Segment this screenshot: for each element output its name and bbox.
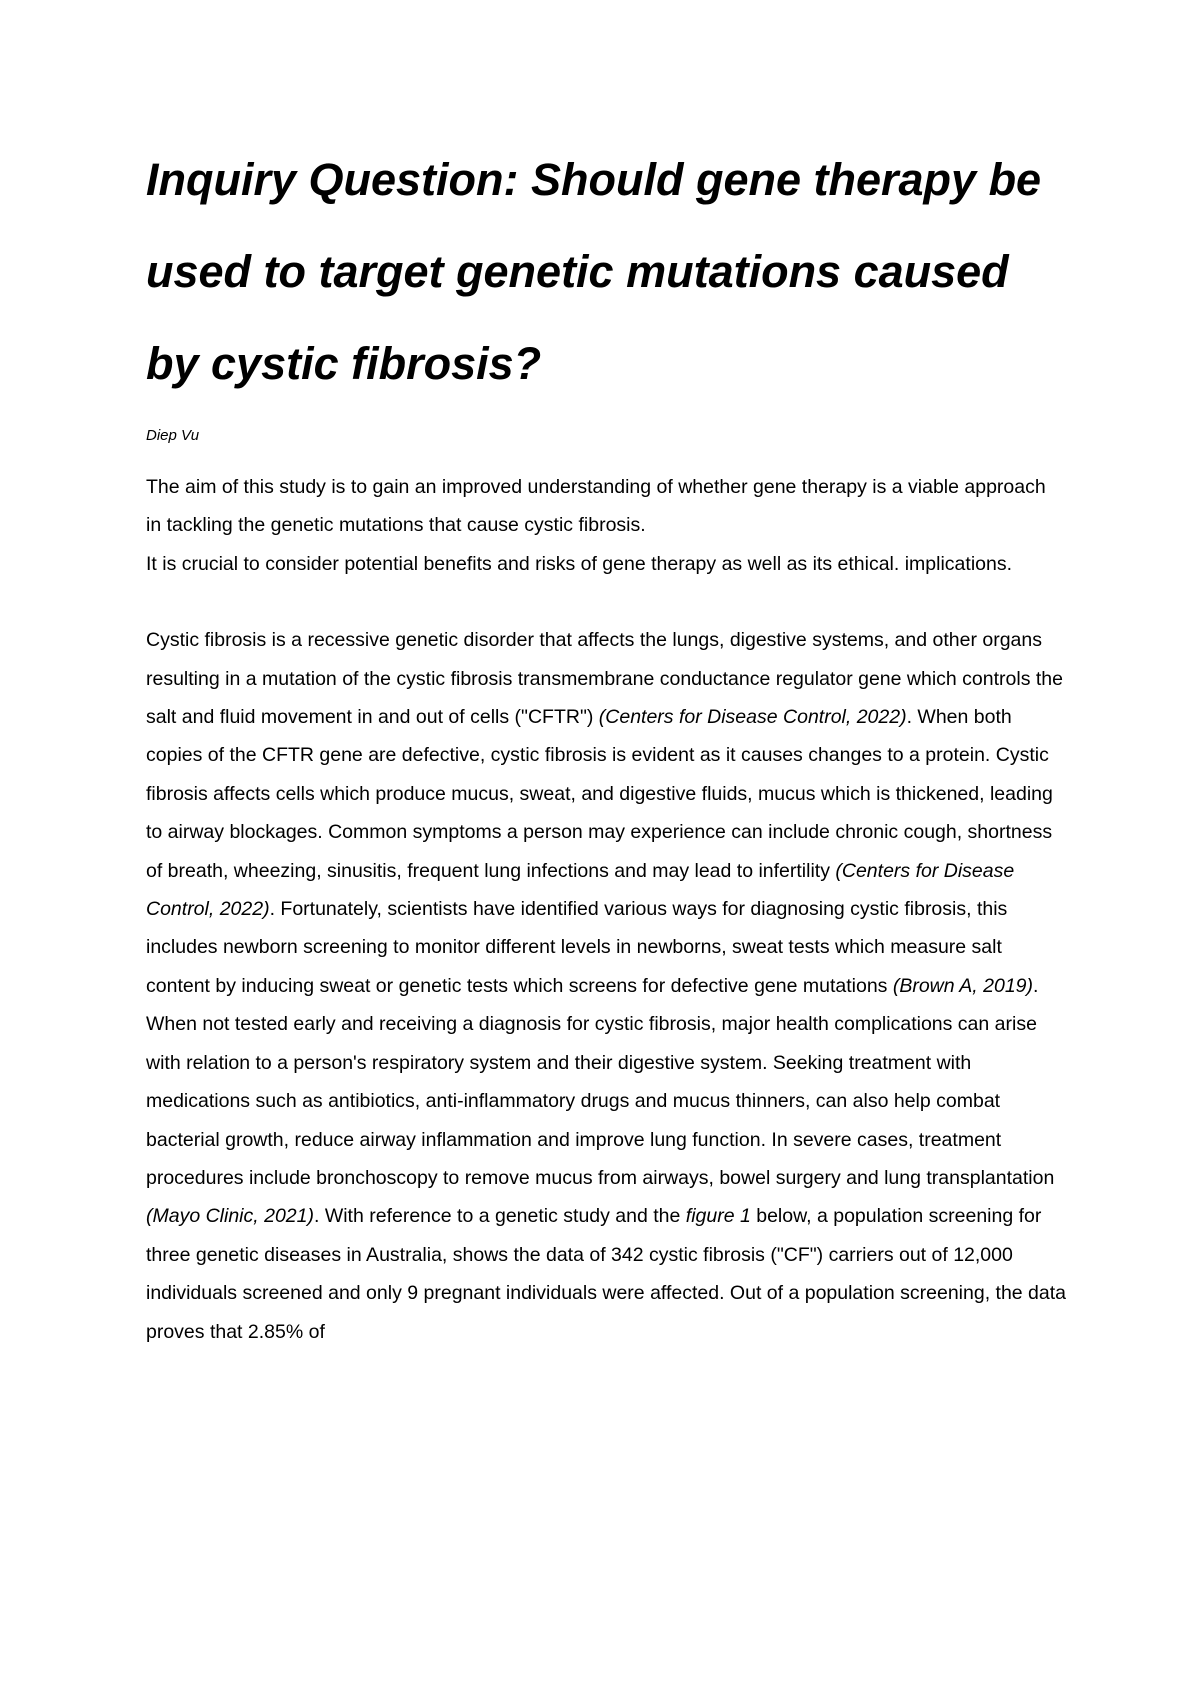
citation: (Centers for Disease Control, 2022): [598, 706, 907, 729]
body-text: . When not tested early and receiving a diagnosis for cystic fibrosis, major health complications can arise with relation to a person's respiratory system and their digestive system. Seeking treatment with medications such as antibiotics, anti-inflammatory drugs and mucus thinners, can also help combat bacterial growth, reduce airway inflammation and improve lung function. In severe cases, treatment procedures include bronchoscopy to remove mucus from airways, bowel surgery and lung transplantation: [146, 974, 1055, 1189]
citation: (Centers for Disease Control, 2022): [146, 859, 1015, 921]
body-text: . With reference to a genetic study and the: [313, 1205, 686, 1228]
body-text: below, a population screening for three genetic diseases in Australia, shows the data of 342 cystic fibrosis ("CF") carriers out of 12,000 individuals screened and only 9 pregnant individuals were affected. Out of a population screening, the data proves that 2.85% of: [146, 1205, 1067, 1343]
document-title: Inquiry Question: Should gene therapy be used to target genetic mutations caused by cystic fibrosis?: [146, 154, 1042, 389]
considerations-paragraph: It is crucial to consider potential benefits and risks of gene therapy as well as its ethical. implications.: [146, 552, 1013, 575]
citation: (Brown A, 2019): [892, 974, 1034, 997]
cystic-fibrosis-paragraph: [146, 621, 1066, 1351]
body-text: . When both copies of the CFTR gene are defective, cystic fibrosis is evident as it causes changes to a protein. Cystic fibrosis affects cells which produce mucus, sweat, and digestive fluids, mucus which is thickened, leading to airway blockages. Common symptoms a person may experience can include chronic cough, shortness of breath, wheezing, sinusitis, frequent lung infections and may lead to infertility: [146, 706, 1053, 882]
figure-reference: figure 1: [685, 1205, 751, 1228]
document-content: [146, 134, 1066, 1351]
author-name: Diep Vu: [146, 427, 200, 444]
body-text: . Fortunately, scientists have identified various ways for diagnosing cystic fibrosis, this includes newborn screening to monitor different levels in newborns, sweat tests which measure salt content by inducing sweat or genetic tests which screens for defective gene mutations: [146, 898, 1008, 997]
citation: (Mayo Clinic, 2021): [146, 1205, 314, 1228]
body-text: Cystic fibrosis is a recessive genetic disorder that affects the lungs, digestive systems, and other organs resulting in a mutation of the cystic fibrosis transmembrane conductance regulator gene which controls the salt and fluid movement in and out of cells ("CFTR"): [146, 629, 1063, 729]
aim-paragraph: The aim of this study is to gain an improved understanding of whether gene therapy is a viable approach in tackling the genetic mutations that cause cystic fibrosis.: [146, 476, 1046, 537]
